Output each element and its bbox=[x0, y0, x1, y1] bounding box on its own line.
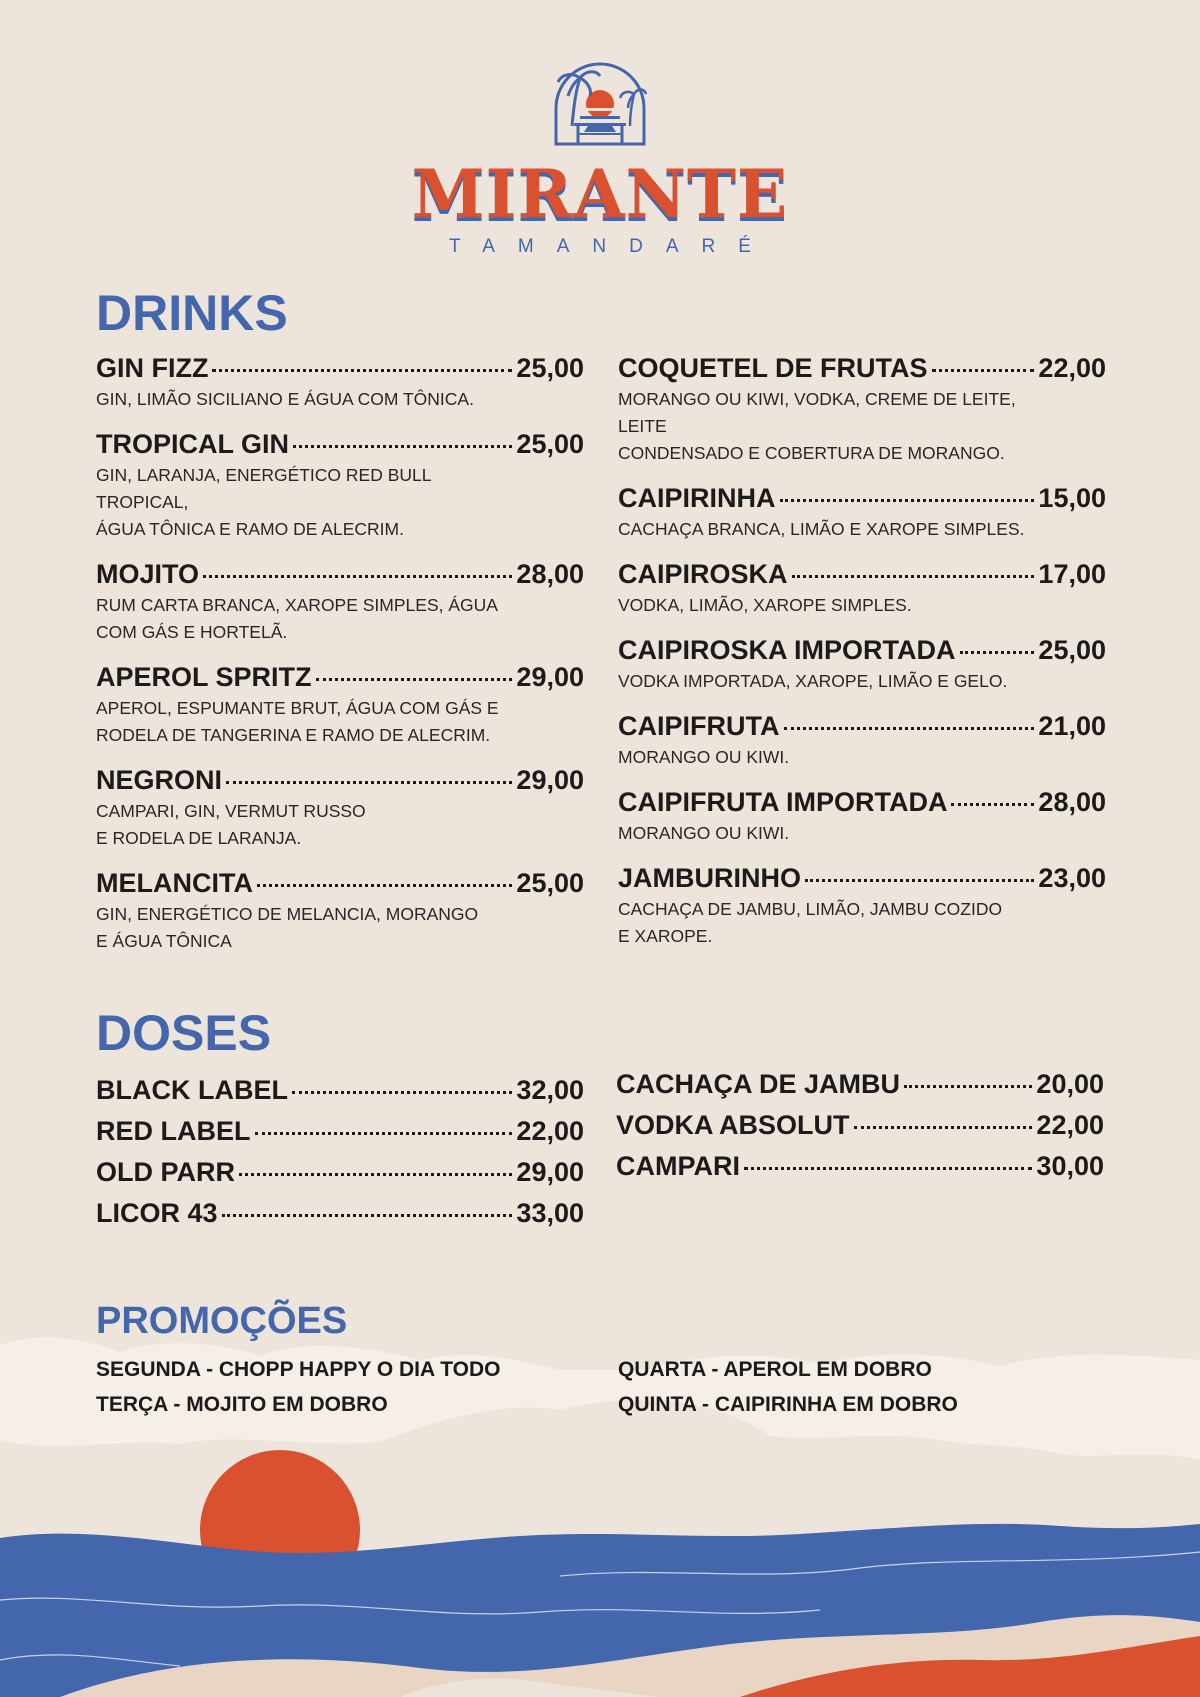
description-line: GIN, LIMÃO SICILIANO E ÁGUA COM TÔNICA. bbox=[96, 389, 474, 409]
item-price: 28,00 bbox=[1038, 787, 1106, 817]
item-line bbox=[96, 661, 584, 693]
item-line bbox=[618, 710, 1106, 742]
item-price: 25,00 bbox=[1038, 635, 1106, 665]
item-name: JAMBURINHO bbox=[618, 863, 802, 893]
item-price: 25,00 bbox=[516, 868, 584, 898]
item-name: OLD PARR bbox=[96, 1157, 235, 1187]
dose-item bbox=[616, 1150, 1104, 1182]
item-description bbox=[618, 820, 1048, 847]
description-line: CAMPARI, GIN, VERMUT RUSSO bbox=[96, 801, 366, 821]
description-line: E XAROPE. bbox=[618, 926, 713, 946]
dot-leader bbox=[792, 575, 1035, 578]
item-name: CAIPIRINHA bbox=[618, 483, 776, 513]
item-line bbox=[96, 352, 584, 384]
item-line bbox=[618, 352, 1106, 384]
item-price: 17,00 bbox=[1038, 559, 1106, 589]
item-description bbox=[618, 744, 1048, 771]
description-line: VODKA, LIMÃO, XAROPE SIMPLES. bbox=[618, 595, 912, 615]
dose-item bbox=[616, 1068, 1104, 1100]
item-description bbox=[96, 592, 526, 646]
drink-item bbox=[96, 764, 584, 852]
item-price: 29,00 bbox=[516, 1157, 584, 1187]
item-name: CAIPIFRUTA bbox=[618, 711, 780, 741]
palm-beach-arch-icon bbox=[550, 60, 650, 146]
drink-item bbox=[618, 352, 1106, 467]
description-line: COM GÁS E HORTELÃ. bbox=[96, 622, 288, 642]
description-line: APEROL, ESPUMANTE BRUT, ÁGUA COM GÁS E bbox=[96, 698, 499, 718]
description-line: ÁGUA TÔNICA E RAMO DE ALECRIM. bbox=[96, 519, 404, 539]
item-line bbox=[96, 867, 584, 899]
item-price: 28,00 bbox=[516, 559, 584, 589]
dot-leader bbox=[854, 1126, 1033, 1129]
item-line bbox=[618, 786, 1106, 818]
drink-item bbox=[618, 634, 1106, 695]
description-line: MORANGO OU KIWI, VODKA, CREME DE LEITE, LEITE bbox=[618, 389, 1016, 436]
item-description bbox=[96, 798, 526, 852]
item-price: 29,00 bbox=[516, 662, 584, 692]
description-line: RODELA DE TANGERINA E RAMO DE ALECRIM. bbox=[96, 725, 491, 745]
item-line bbox=[96, 1156, 584, 1188]
promo-item: TERÇA - MOJITO EM DOBRO bbox=[96, 1393, 388, 1416]
item-price: 32,00 bbox=[516, 1075, 584, 1105]
item-line bbox=[96, 428, 584, 460]
item-line bbox=[618, 482, 1106, 514]
promo-item: QUINTA - CAIPIRINHA EM DOBRO bbox=[618, 1393, 958, 1416]
dot-leader bbox=[784, 727, 1035, 730]
item-description bbox=[618, 386, 1048, 467]
item-price: 15,00 bbox=[1038, 483, 1106, 513]
item-line bbox=[618, 862, 1106, 894]
item-name: CAIPIROSKA IMPORTADA bbox=[618, 635, 956, 665]
dot-leader bbox=[226, 781, 512, 784]
drink-item bbox=[618, 710, 1106, 771]
item-line bbox=[96, 1074, 584, 1106]
description-line: RUM CARTA BRANCA, XAROPE SIMPLES, ÁGUA bbox=[96, 595, 498, 615]
drink-item bbox=[96, 558, 584, 646]
item-price: 22,00 bbox=[516, 1116, 584, 1146]
item-name: COQUETEL DE FRUTAS bbox=[618, 353, 928, 383]
item-description bbox=[96, 695, 526, 749]
item-name: NEGRONI bbox=[96, 765, 223, 795]
brand-subtitle: TAMANDARÉ bbox=[449, 236, 774, 257]
drinks-left-column bbox=[96, 352, 584, 970]
item-description bbox=[96, 901, 526, 955]
section-title-promocoes: PROMOÇÕES bbox=[96, 1300, 348, 1342]
dot-leader bbox=[316, 678, 513, 681]
dot-leader bbox=[293, 445, 512, 448]
dose-item bbox=[96, 1074, 584, 1106]
drink-item bbox=[618, 862, 1106, 950]
item-price: 21,00 bbox=[1038, 711, 1106, 741]
dot-leader bbox=[805, 879, 1034, 882]
item-name: RED LABEL bbox=[96, 1116, 251, 1146]
drinks-right-column bbox=[618, 352, 1106, 965]
item-name: TROPICAL GIN bbox=[96, 429, 290, 459]
drink-item bbox=[618, 482, 1106, 543]
item-name: BLACK LABEL bbox=[96, 1075, 288, 1105]
description-line: GIN, LARANJA, ENERGÉTICO RED BULL TROPICAL, bbox=[96, 465, 431, 512]
dot-leader bbox=[257, 884, 512, 887]
promo-item: QUARTA - APEROL EM DOBRO bbox=[618, 1358, 932, 1381]
item-price: 22,00 bbox=[1036, 1110, 1104, 1140]
dose-item bbox=[96, 1197, 584, 1229]
item-name: MOJITO bbox=[96, 559, 200, 589]
item-name: CACHAÇA DE JAMBU bbox=[616, 1069, 901, 1099]
drink-item bbox=[618, 558, 1106, 619]
dot-leader bbox=[744, 1167, 1032, 1170]
item-name: MELANCITA bbox=[96, 868, 253, 898]
dot-leader bbox=[951, 803, 1034, 806]
item-name: CAIPIROSKA bbox=[618, 559, 788, 589]
item-price: 23,00 bbox=[1038, 863, 1106, 893]
item-line bbox=[616, 1150, 1104, 1182]
item-price: 25,00 bbox=[516, 353, 584, 383]
description-line: E RODELA DE LARANJA. bbox=[96, 828, 302, 848]
brand-logo bbox=[0, 60, 1200, 258]
doses-right-column bbox=[616, 1068, 1104, 1191]
item-line bbox=[96, 1115, 584, 1147]
dot-leader bbox=[292, 1091, 512, 1094]
dot-leader bbox=[203, 575, 512, 578]
description-line: CACHAÇA DE JAMBU, LIMÃO, JAMBU COZIDO bbox=[618, 899, 1003, 919]
dot-leader bbox=[932, 369, 1035, 372]
doses-left-column bbox=[96, 1074, 584, 1238]
item-line bbox=[96, 558, 584, 590]
dose-item bbox=[96, 1156, 584, 1188]
item-line bbox=[616, 1109, 1104, 1141]
item-line bbox=[96, 1197, 584, 1229]
section-title-doses: DOSES bbox=[96, 1005, 272, 1061]
item-line bbox=[618, 558, 1106, 590]
item-description bbox=[618, 592, 1048, 619]
item-name: APEROL SPRITZ bbox=[96, 662, 312, 692]
section-title-drinks: DRINKS bbox=[96, 285, 288, 341]
item-name: CAIPIFRUTA IMPORTADA bbox=[618, 787, 948, 817]
item-line bbox=[96, 764, 584, 796]
dot-leader bbox=[904, 1085, 1032, 1088]
dose-item bbox=[96, 1115, 584, 1147]
promos-right-column bbox=[618, 1352, 958, 1422]
description-line: CACHAÇA BRANCA, LIMÃO E XAROPE SIMPLES. bbox=[618, 519, 1025, 539]
item-price: 29,00 bbox=[516, 765, 584, 795]
item-description bbox=[618, 516, 1048, 543]
item-line bbox=[618, 634, 1106, 666]
item-price: 33,00 bbox=[516, 1198, 584, 1228]
item-description bbox=[96, 386, 526, 413]
item-price: 20,00 bbox=[1036, 1069, 1104, 1099]
item-description bbox=[618, 668, 1048, 695]
dot-leader bbox=[239, 1173, 512, 1176]
item-line bbox=[616, 1068, 1104, 1100]
promos-left-column bbox=[96, 1352, 501, 1422]
item-price: 30,00 bbox=[1036, 1151, 1104, 1181]
dose-item bbox=[616, 1109, 1104, 1141]
dot-leader bbox=[960, 651, 1035, 654]
item-price: 22,00 bbox=[1038, 353, 1106, 383]
item-name: VODKA ABSOLUT bbox=[616, 1110, 850, 1140]
description-line: VODKA IMPORTADA, XAROPE, LIMÃO E GELO. bbox=[618, 671, 1008, 691]
dot-leader bbox=[255, 1132, 513, 1135]
dot-leader bbox=[212, 369, 512, 372]
item-description bbox=[96, 462, 526, 543]
description-line: MORANGO OU KIWI. bbox=[618, 823, 790, 843]
drink-item bbox=[96, 352, 584, 413]
drink-item bbox=[618, 786, 1106, 847]
item-name: LICOR 43 bbox=[96, 1198, 218, 1228]
drink-item bbox=[96, 661, 584, 749]
brand-name: MIRANTE bbox=[411, 155, 789, 233]
description-line: CONDENSADO E COBERTURA DE MORANGO. bbox=[618, 443, 1005, 463]
drink-item bbox=[96, 867, 584, 955]
item-description bbox=[618, 896, 1048, 950]
description-line: E ÁGUA TÔNICA bbox=[96, 931, 232, 951]
item-name: GIN FIZZ bbox=[96, 353, 209, 383]
promo-item: SEGUNDA - CHOPP HAPPY O DIA TODO bbox=[96, 1358, 501, 1381]
description-line: MORANGO OU KIWI. bbox=[618, 747, 790, 767]
dot-leader bbox=[222, 1214, 513, 1217]
description-line: GIN, ENERGÉTICO DE MELANCIA, MORANGO bbox=[96, 904, 479, 924]
dot-leader bbox=[780, 499, 1035, 502]
item-name: CAMPARI bbox=[616, 1151, 740, 1181]
item-price: 25,00 bbox=[516, 429, 584, 459]
drink-item bbox=[96, 428, 584, 543]
